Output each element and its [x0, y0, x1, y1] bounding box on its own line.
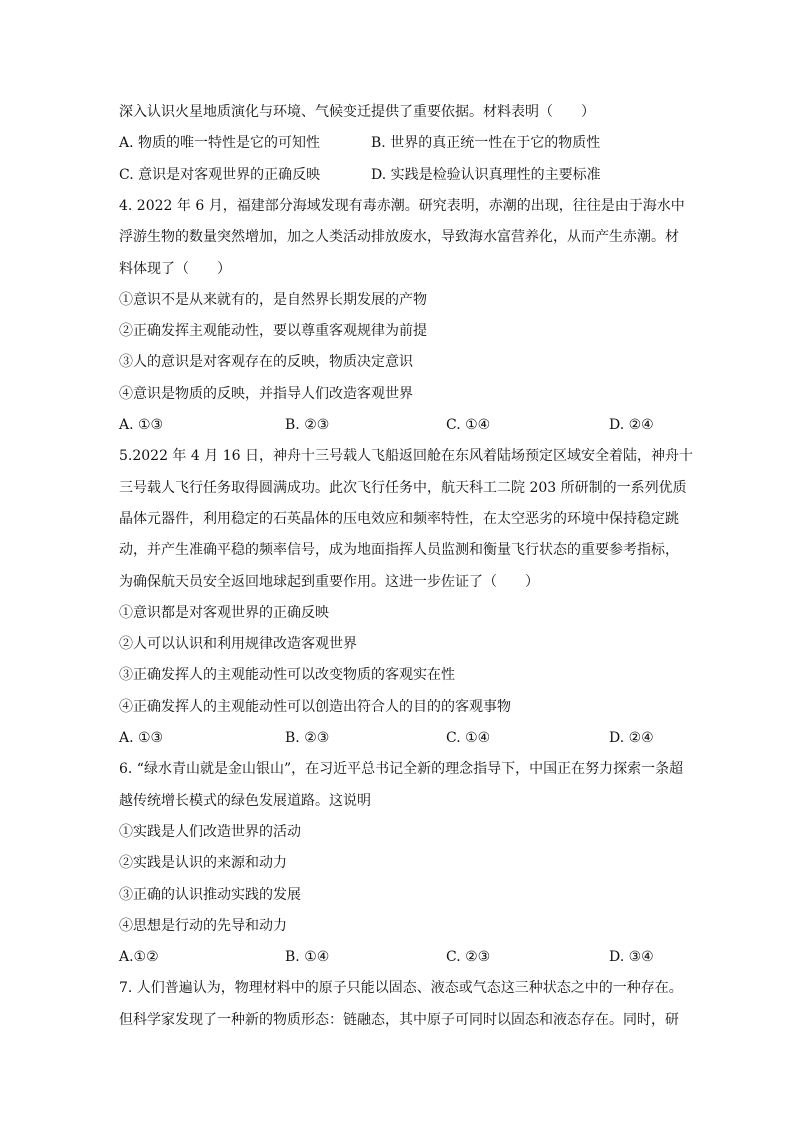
answer-option: D. ②④	[609, 730, 654, 746]
text-line: 6. “绿水青山就是金山银山”，在习近平总书记全新的理念指导下，中国正在努力探索一条超	[119, 761, 684, 778]
answer-option: B. ②③	[285, 730, 330, 746]
text-line: 动，并产生准确平稳的频率信号，成为地面指挥人员监测和衡量飞行状态的重要参考指标，	[119, 542, 679, 559]
text-line: ①意识都是对客观世界的正确反映	[119, 604, 329, 621]
text-line: ③正确的认识推动实践的发展	[119, 886, 301, 903]
answer-option: B. ①④	[285, 949, 330, 966]
answer-option: D. ③④	[609, 949, 654, 966]
answer-option: A. ①③	[119, 417, 164, 433]
text-line: ④意识是物质的反映，并指导人们改造客观世界	[119, 385, 413, 402]
text-line: ④正确发挥人的主观能动性可以创造出符合人的目的的客观事物	[119, 698, 511, 715]
text-line: ②人可以认识和利用规律改造客观世界	[119, 636, 357, 653]
answer-option: D. 实践是检验认识真理性的主要标准	[371, 166, 601, 183]
answer-option: A.①②	[119, 949, 159, 966]
text-line: 但科学家发现了一种新的物质形态：链融态，其中原子可同时以固态和液态存在。同时，研	[119, 1011, 679, 1028]
answer-option: C. ①④	[446, 730, 491, 746]
answer-option: C. 意识是对客观世界的正确反映	[119, 166, 321, 183]
text-line: 越传统增长模式的绿色发展道路。这说明	[119, 792, 371, 809]
answer-option: A. 物质的唯一特性是它的可知性	[119, 135, 321, 152]
text-line: 7. 人们普遍认为，物理材料中的原子只能以固态、液态或气态这三种状态之中的一种存在。	[119, 980, 683, 997]
text-line: ④思想是行动的先导和动力	[119, 917, 287, 934]
text-line: 5.2022 年 4 月 16 日，神舟十三号载人飞船返回舱在东风着陆场预定区域安全着陆，神舟十	[119, 448, 693, 465]
text-line: 为确保航天员安全返回地球起到重要作用。这进一步佐证了（ ）	[119, 573, 539, 590]
text-line: ③人的意识是对客观存在的反映，物质决定意识	[119, 354, 413, 371]
text-line: 4. 2022 年 6 月，福建部分海域发现有毒赤潮。研究表明，赤潮的出现，往往是由于海水中	[119, 197, 685, 214]
text-line: 深入认识火星地质演化与环境、气候变迁提供了重要依据。材料表明（ ）	[119, 104, 595, 120]
text-line: 三号载人飞行任务取得圆满成功。此次飞行任务中，航天科工二院 203 所研制的一系列优质	[119, 479, 687, 496]
text-line: 料体现了（ ）	[119, 260, 231, 277]
text-line: ①意识不是从来就有的，是自然界长期发展的产物	[119, 291, 427, 308]
text-line: 浮游生物的数量突然增加，加之人类活动排放废水，导致海水富营养化，从而产生赤潮。材	[119, 229, 679, 246]
text-line: 晶体元器件，利用稳定的石英晶体的压电效应和频率特性，在太空恶劣的环境中保持稳定跳	[119, 510, 679, 527]
text-line: ③正确发挥人的主观能动性可以改变物质的客观实在性	[119, 667, 455, 684]
answer-option: B. ②③	[285, 417, 330, 433]
answer-option: D. ②④	[609, 417, 654, 433]
answer-option: C. ①④	[446, 417, 491, 433]
answer-option: C. ②③	[446, 949, 491, 966]
answer-option: B. 世界的真正统一性在于它的物质性	[371, 135, 601, 152]
text-line: ①实践是人们改造世界的活动	[119, 823, 301, 840]
text-line: ②实践是认识的来源和动力	[119, 855, 287, 872]
answer-option: A. ①③	[119, 730, 164, 746]
text-line: ②正确发挥主观能动性，要以尊重客观规律为前提	[119, 323, 427, 340]
